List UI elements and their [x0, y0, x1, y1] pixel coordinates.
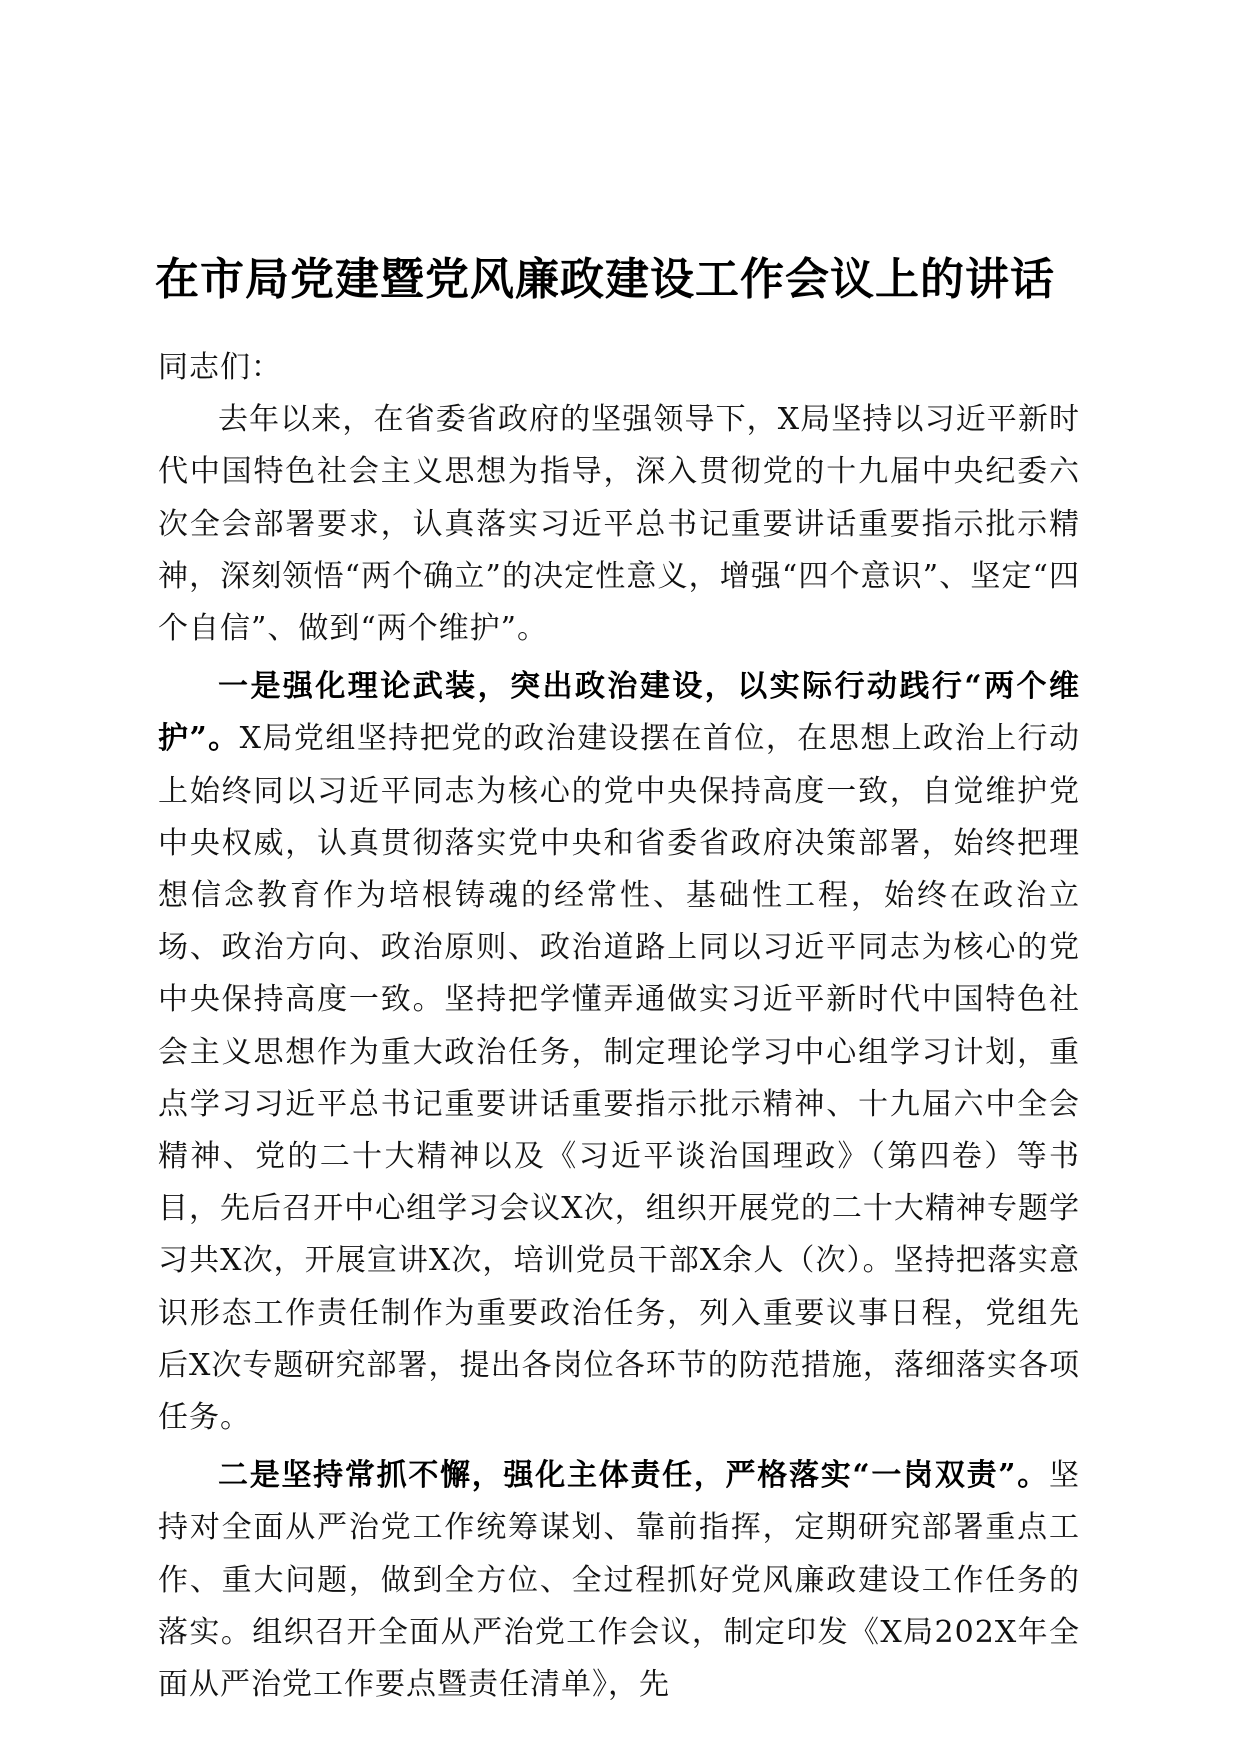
section-paragraph-1	[158, 661, 1080, 1444]
section-paragraph-2	[158, 1450, 1080, 1711]
intro-paragraph: 去年以来，在省委省政府的坚强领导下，X局坚持以习近平新时代中国特色社会主义思想为指导，深入贯彻党的十九届中央纪委六次全会部署要求，认真落实习近平总书记重要讲话重要指示批示精神，深刻领悟“两个确立”的决定性意义，增强“四个意识”、坚定“四个自信”、做到“两个维护”。	[158, 402, 1080, 647]
section-text-1: X局党组坚持把党的政治建设摆在首位，在思想上政治上行动上始终同以习近平同志为核心的党中央保持高度一致，自觉维护党中央权威，认真贯彻落实党中央和省委省政府决策部署，始终把理想信念教育作为培根铸魂的经常性、基础性工程，始终在政治立场、政治方向、政治原则、政治道路上同以习近平同志为核心的党中央保持高度一致。坚持把学懂弄通做实习近平新时代中国特色社会主义思想作为重大政治任务，制定理论学习中心组学习计划，重点学习习近平总书记重要讲话重要指示批示精神、十九届六中全会精神、党的二十大精神以及《习近平谈治国理政》（第四卷）等书目，先后召开中心组学习会议X次，组织开展党的二十大精神专题学习共X次，开展宣讲X次，培训党员干部X余人（次）。坚持把落实意识形态工作责任制作为重要政治任务，列入重要议事日程，党组先后X次专题研究部署，提出各岗位各环节的防范措施，落细落实各项任务。	[158, 721, 1080, 1436]
section-lead-2: 二是坚持常抓不懈，强化主体责任，严格落实“一岗双责”。	[218, 1458, 1049, 1494]
document-title: 在市局党建暨党风廉政建设工作会议上的讲话	[155, 254, 1055, 305]
salutation: 同志们：	[158, 350, 282, 385]
document-body	[158, 342, 1080, 1711]
section-lead-1: 一是强化理论武装，突出政治建设，以实际行动践行“两个维护”。	[158, 669, 1080, 757]
section-text-2: 坚持对全面从严治党工作统筹谋划、靠前指挥，定期研究部署重点工作、重大问题，做到全方位、全过程抓好党风廉政建设工作任务的落实。组织召开全面从严治党工作会议，制定印发《X局202X年全面从严治党工作要点暨责任清单》，先	[158, 1458, 1080, 1703]
